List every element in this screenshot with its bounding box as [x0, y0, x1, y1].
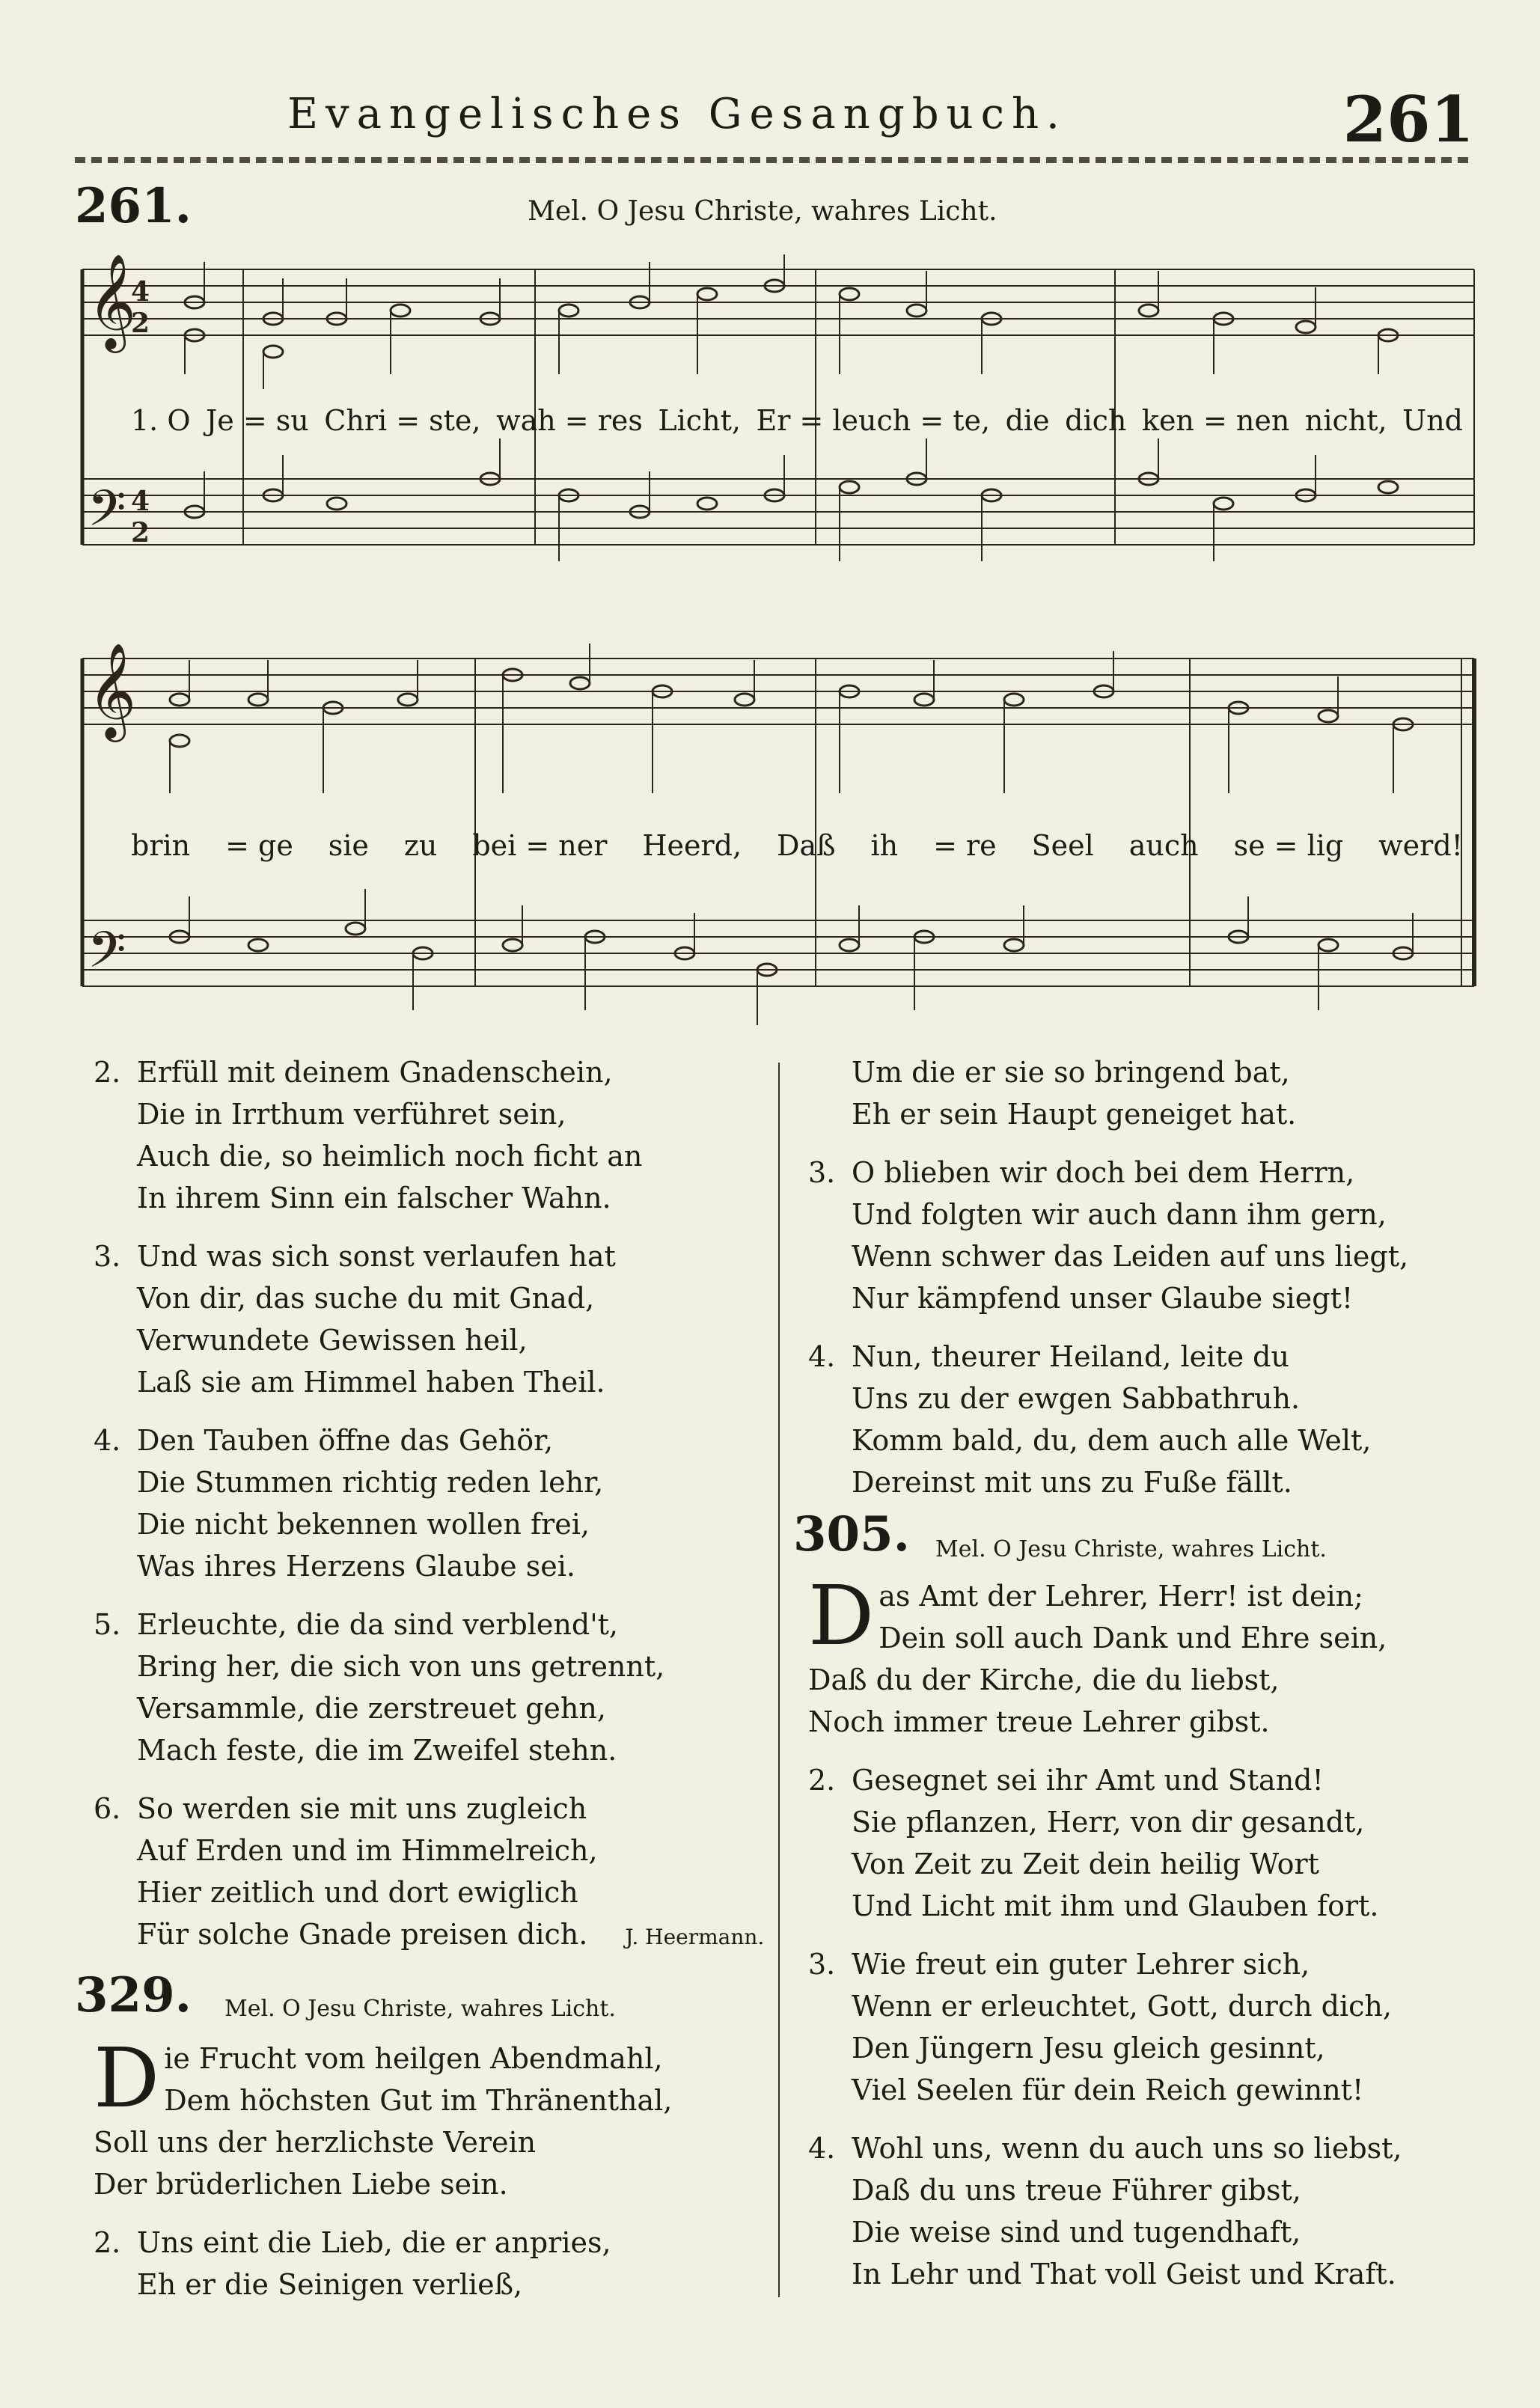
stanza-261-2: 2. Erfüll mit deinem Gnadenschein, Die in Irrthum verführet sein, Auch die, so heimlich noch ficht an In ihrem Sinn ein falscher Wahn.	[94, 1056, 643, 1214]
svg-text:2: 2	[131, 308, 150, 339]
stanza-261-5: 5. Erleuchte, die da sind verblend't, Bring her, die sich von uns getrennt, Versammle, die zerstreuet gehn, Mach feste, die im Zweifel stehn.	[94, 1608, 665, 1767]
lyric-syllable: dich	[1065, 404, 1127, 437]
stanza-329-4: 4. Nun, theurer Heiland, leite du Uns zu der ewgen Sabbathruh. Komm bald, du, dem auch alle Welt, Dereinst mit uns zu Fuße fällt.	[808, 1340, 1372, 1499]
svg-text:2: 2	[131, 517, 150, 548]
lyric-syllable: Seel	[1031, 829, 1094, 862]
lyric-syllable: ih	[870, 829, 899, 862]
lyric-syllable: Heerd,	[642, 829, 742, 862]
lyric-syllable: = re	[933, 829, 997, 862]
lyric-syllable: ken = nen	[1141, 404, 1290, 437]
lyric-syllable: Daß	[777, 829, 836, 862]
hymn-305-heading	[793, 1506, 1482, 1575]
lyric-syllable: nicht,	[1304, 404, 1387, 437]
page-title: Evangelisches Gesangbuch.	[287, 90, 1067, 138]
lyric-syllable: Je = su	[206, 404, 309, 437]
melody-line-261: Mel. O Jesu Christe, wahres Licht.	[528, 196, 997, 227]
hymn-number-329: 329.	[75, 1967, 192, 2023]
svg-text:𝄢: 𝄢	[88, 921, 126, 991]
author-credit: J. Heermann.	[625, 1925, 765, 1949]
melody-line-329: Mel. O Jesu Christe, wahres Licht.	[224, 1996, 616, 2022]
lyric-syllable: werd!	[1378, 829, 1463, 862]
lyric-syllable: bei = ner	[472, 829, 608, 862]
lyric-syllable: = ge	[225, 829, 293, 862]
stanza-305-3: 3. Wie freut ein guter Lehrer sich, Wenn er erleuchtet, Gott, durch dich, Den Jüngern Jesu gleich gesinnt, Viel Seelen für dein Reich gewinnt!	[808, 1948, 1392, 2106]
svg-text:4: 4	[131, 276, 150, 308]
lyric-syllable: Und	[1402, 404, 1463, 437]
lyric-syllable: sie	[328, 829, 369, 862]
lyric-syllable: zu	[403, 829, 438, 862]
melody-line-305: Mel. O Jesu Christe, wahres Licht.	[935, 1536, 1327, 1562]
header-rule	[75, 157, 1474, 163]
dropcap-305: D	[808, 1568, 875, 1663]
svg-text:𝄢: 𝄢	[88, 480, 126, 549]
hymn-329-heading	[75, 1967, 767, 2038]
music-system-1	[71, 254, 1485, 644]
lyric-syllable: die	[1005, 404, 1050, 437]
hymn-number-261: 261.	[75, 178, 192, 234]
stanza-329-2-left: 2. Uns eint die Lieb, die er anpries, Eh er die Seinigen verließ,	[94, 2226, 611, 2301]
lyric-syllable: Licht,	[658, 404, 741, 437]
hymn-number-305: 305.	[793, 1506, 910, 1562]
page-number: 261	[1342, 82, 1474, 156]
lyric-syllable: Chri = ste,	[324, 404, 481, 437]
stanza-305-4: 4. Wohl uns, wenn du auch uns so liebst, Daß du uns treue Führer gibst, Die weise sind und tugendhaft, In Lehr und That voll Geist und Kraft.	[808, 2132, 1402, 2291]
right-column	[793, 1051, 1482, 2311]
stanza-329-3: 3. O blieben wir doch bei dem Herrn, Und folgten wir auch dann ihm gern, Wenn schwer das Leiden auf uns liegt, Nur kämpfend unser Glaube siegt!	[808, 1156, 1409, 1315]
svg-text:4: 4	[131, 486, 150, 517]
left-column	[75, 1051, 767, 2322]
lyrics-line-2	[131, 829, 1463, 862]
column-divider	[778, 1063, 780, 2297]
lyrics-line-1	[131, 404, 1463, 437]
page-header	[75, 82, 1474, 157]
stanza-329-2-right: Um die er sie so bringend bat, Eh er sein Haupt geneiget hat.	[852, 1056, 1297, 1131]
stanza-261-4: 4. Den Tauben öffne das Gehör, Die Stummen richtig reden lehr, Die nicht bekennen wollen frei, Was ihres Herzens Glaube sei.	[94, 1424, 604, 1583]
stanza-261-6: 6. So werden sie mit uns zugleich Auf Erden und im Himmelreich, Hier zeitlich und dort ewiglich Für solche Gnade preisen dich. J. Heermann.	[94, 1792, 765, 1951]
stanza-305-1: D as Amt der Lehrer, Herr! ist dein; Dein soll auch Dank und Ehre sein, Daß du der Kirche, die du liebst, Noch immer treue Lehrer gibst.	[808, 1568, 1387, 1738]
treble-clef-icon: 𝄞	[88, 254, 137, 349]
lyric-syllable: auch	[1128, 829, 1199, 862]
stanza-329-1: D ie Frucht vom heilgen Abendmahl, Dem höchsten Gut im Thränenthal, Soll uns der herzlichste Verein Der brüderlichen Liebe sein.	[94, 2030, 673, 2201]
lyric-syllable: 1. O	[131, 404, 191, 437]
stanza-305-2: 2. Gesegnet sei ihr Amt und Stand! Sie pflanzen, Herr, von dir gesandt, Von Zeit zu Zeit dein heilig Wort Und Licht mit ihm und Glauben fort.	[808, 1764, 1379, 1922]
dropcap-329: D	[94, 2030, 160, 2126]
lyric-syllable: wah = res	[496, 404, 643, 437]
lyric-syllable: se = lig	[1233, 829, 1344, 862]
lyric-syllable: brin	[131, 829, 191, 862]
svg-text:𝄞: 𝄞	[88, 644, 137, 738]
stanza-261-3: 3. Und was sich sonst verlaufen hat Von dir, das suche du mit Gnad, Verwundete Gewissen heil, Laß sie am Himmel haben Theil.	[94, 1240, 616, 1399]
lyric-syllable: Er = leuch = te,	[756, 404, 991, 437]
